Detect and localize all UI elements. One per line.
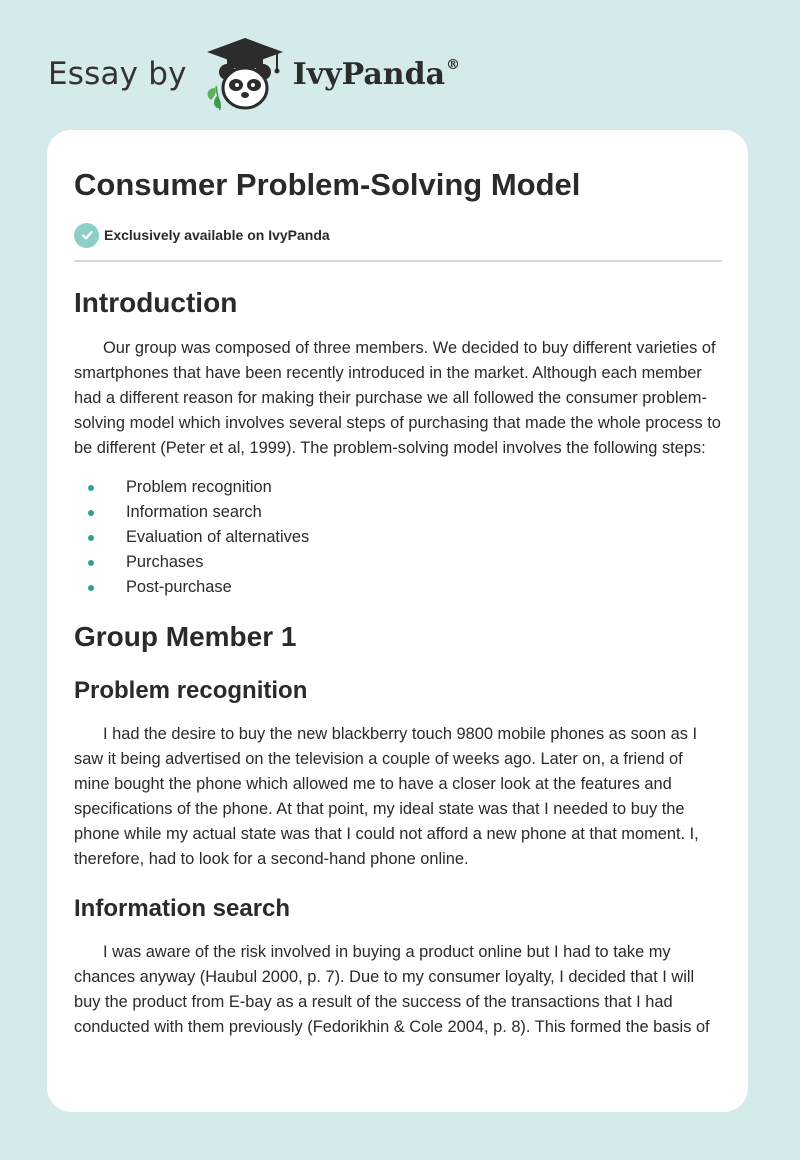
section-heading-introduction: Introduction bbox=[74, 287, 238, 318]
ivypanda-logo[interactable] bbox=[203, 36, 460, 112]
page-title: Consumer Problem-Solving Model bbox=[74, 167, 581, 202]
site-header bbox=[48, 34, 460, 114]
essay-card bbox=[47, 130, 748, 1112]
list-item: Information search bbox=[74, 500, 722, 525]
info-paragraph: I was aware of the risk involved in buying a product online but I had to take my chances anyway (Haubul 2000, p. 7). Due to my consumer loyalty, I decided that I will buy the product from E-bay as a result of the success of the transactions that I had conducted with them previously (Fedorikhin & Cole 2004, p. 8). This formed the basis of bbox=[74, 943, 710, 1036]
intro-paragraph: Our group was composed of three members. We decided to buy different varieties of smartphones that have been recently introduced in the market. Although each member had a different reason for making their purchase we all followed the consumer problem-solving model which involves several steps of purchasing that made the whole process to be different (Peter et al, 1999). The problem-solving model involves the following steps: bbox=[74, 339, 721, 457]
panda-mascot-icon bbox=[203, 36, 287, 112]
list-item: Problem recognition bbox=[74, 475, 722, 500]
exclusive-badge bbox=[74, 222, 722, 248]
exclusive-badge-text: Exclusively available on IvyPanda bbox=[104, 227, 330, 243]
checkmark-icon bbox=[74, 223, 99, 248]
subheading-problem-recognition: Problem recognition bbox=[74, 677, 308, 704]
brand-name: IvyPanda® bbox=[292, 56, 461, 92]
list-item: Evaluation of alternatives bbox=[74, 525, 722, 550]
list-item: Purchases bbox=[74, 550, 722, 575]
steps-list bbox=[74, 475, 722, 600]
subheading-information-search: Information search bbox=[74, 895, 291, 922]
essay-by-label: Essay by bbox=[48, 56, 187, 92]
divider bbox=[74, 260, 722, 262]
problem-paragraph: I had the desire to buy the new blackberry touch 9800 mobile phones as soon as I saw it being advertised on the television a couple of weeks ago. Later on, a friend of mine bought the phone which allowed me to have a closer look at the features and specifications of the phone. At that point, my ideal state was that I needed to buy the phone while my actual state was that I could not afford a new phone at that moment. I, therefore, had to look for a second-hand phone online. bbox=[74, 725, 699, 868]
list-item: Post-purchase bbox=[74, 575, 722, 600]
section-heading-group-member-1: Group Member 1 bbox=[74, 621, 297, 652]
